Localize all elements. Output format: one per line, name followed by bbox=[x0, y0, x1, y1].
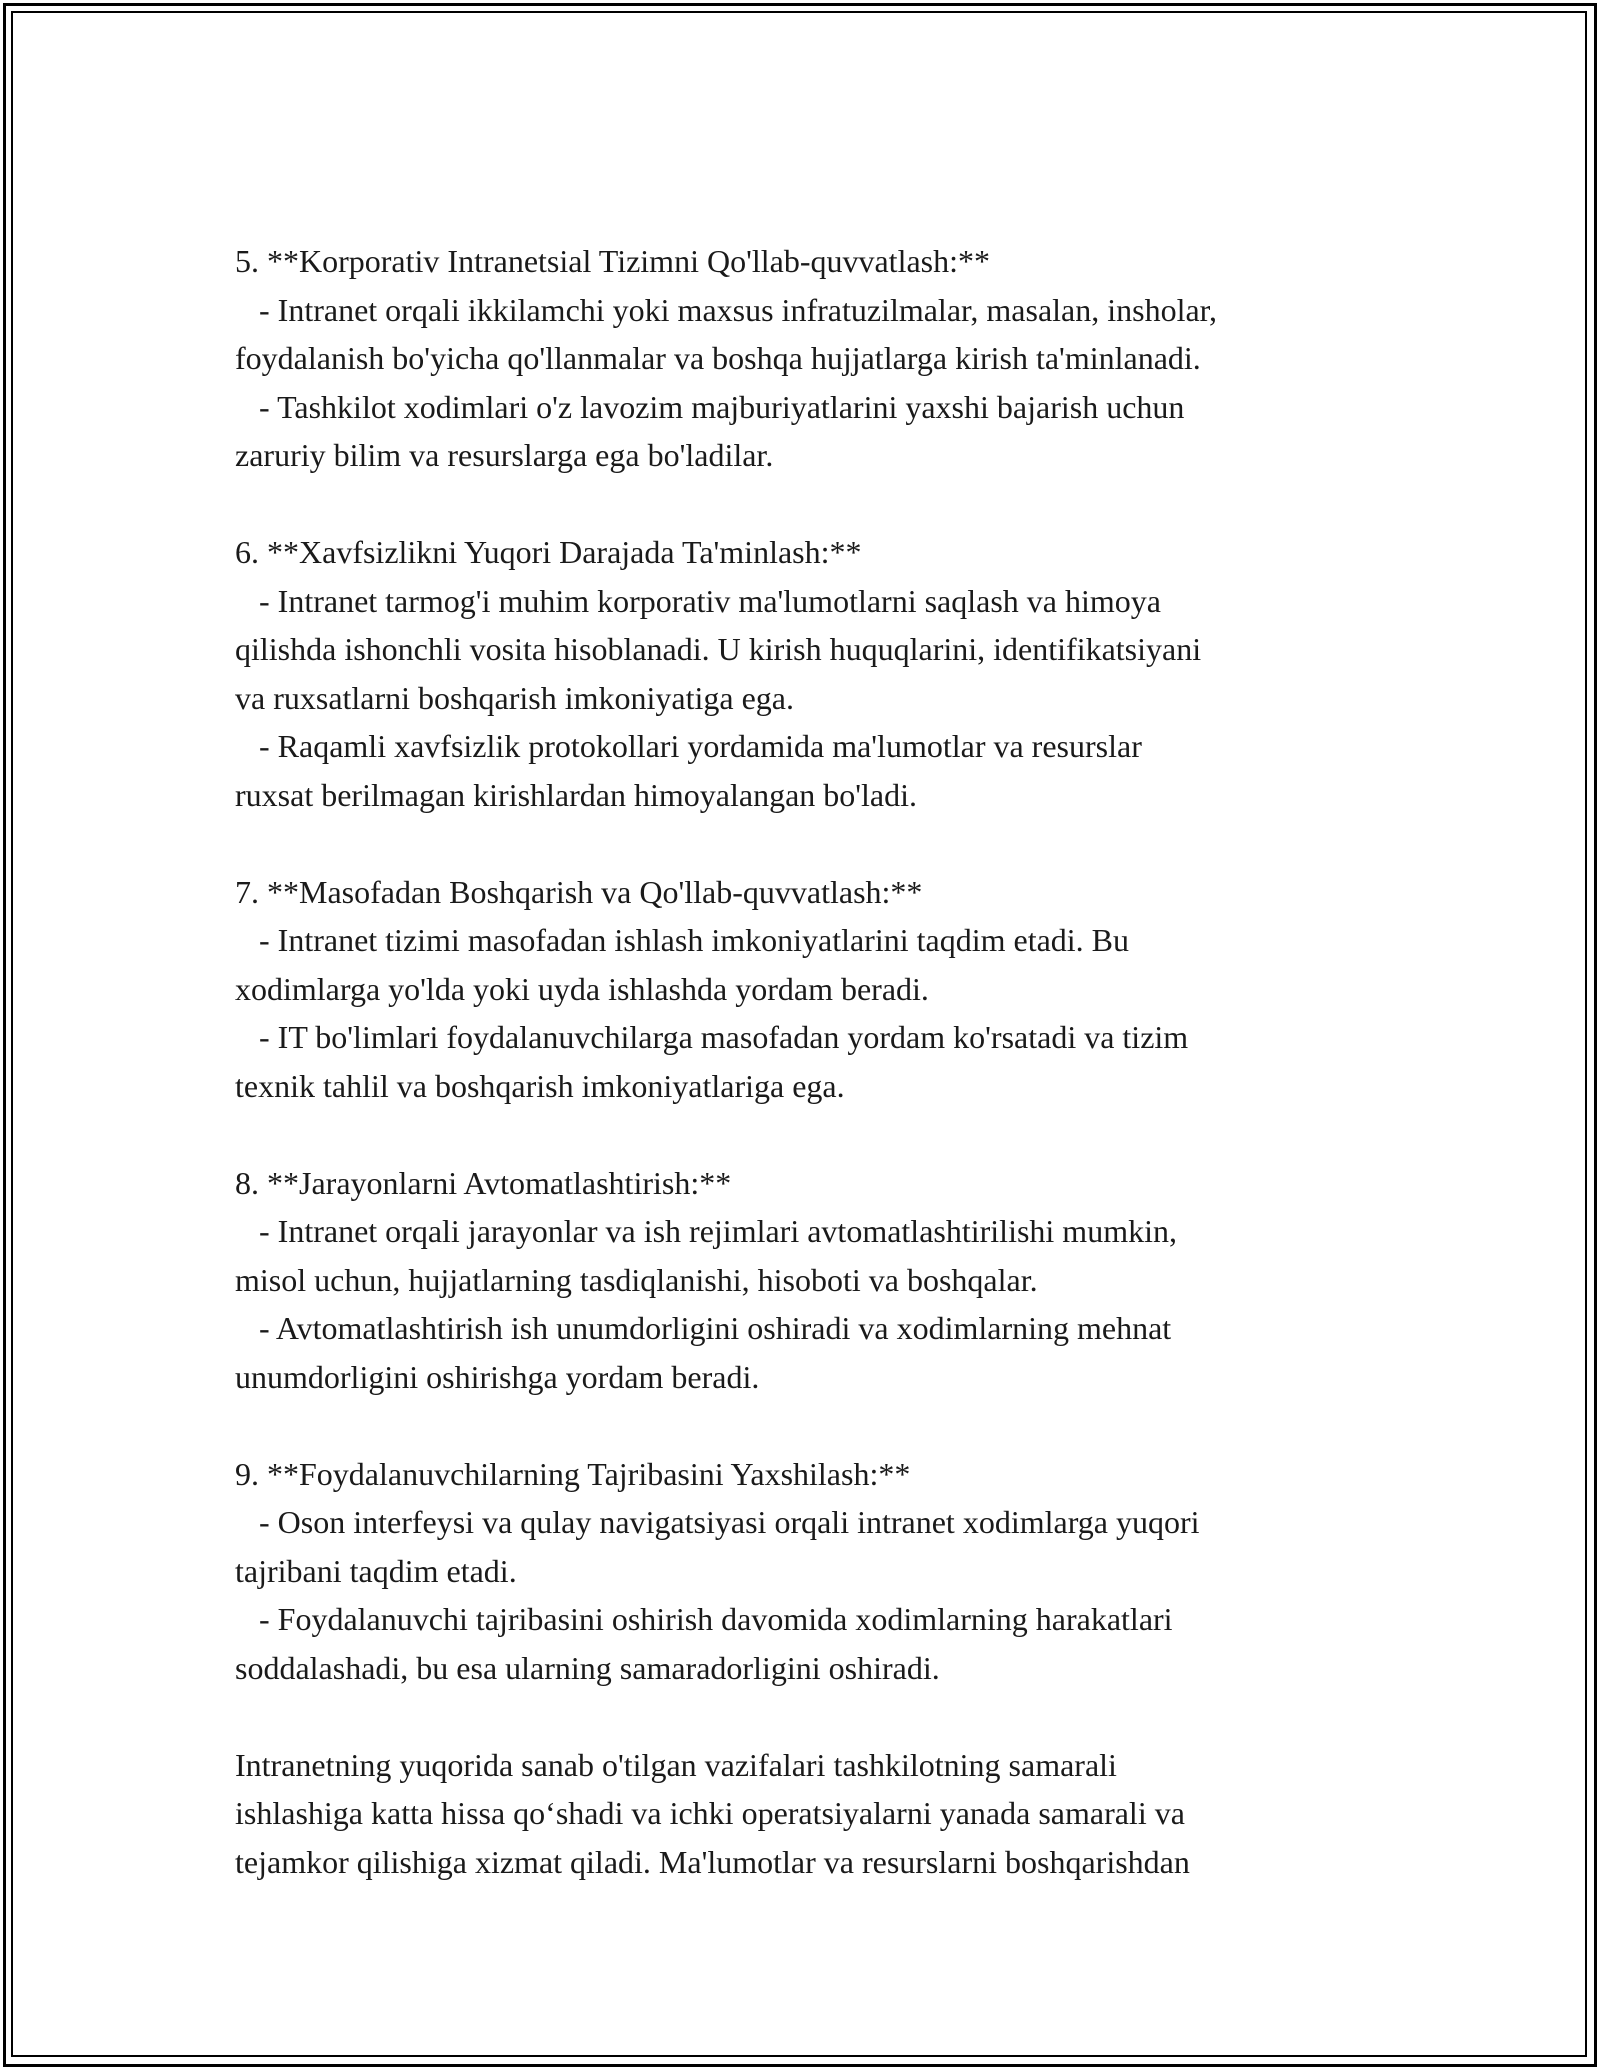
paragraph-line: tajribani taqdim etadi. bbox=[235, 1552, 517, 1589]
section-heading: 5. **Korporativ Intranetsial Tizimni Qo'llab-quvvatlash:** bbox=[235, 243, 990, 279]
paragraph-line: tejamkor qilishiga xizmat qiladi. Ma'lumotlar va resurslarni boshqarishdan bbox=[235, 1843, 1190, 1880]
paragraph-line: - Intranet orqali ikkilamchi yoki maxsus infratuzilmalar, masalan, insholar, bbox=[235, 291, 1218, 328]
paragraph-line: misol uchun, hujjatlarning tasdiqlanishi, hisoboti va boshqalar. bbox=[235, 1261, 1038, 1298]
paragraph-line: ishlashiga katta hissa qo‘shadi va ichki operatsiyalarni yanada samarali va bbox=[235, 1795, 1185, 1831]
blank-line bbox=[235, 819, 1385, 868]
paragraph-line: foydalanish bo'yicha qo'llanmalar va boshqa hujjatlarga kirish ta'minlanadi. bbox=[235, 340, 1201, 376]
conclusion-paragraph bbox=[235, 1741, 1385, 1887]
paragraph-line: texnik tahlil va boshqarish imkoniyatlariga ega. bbox=[235, 1067, 845, 1104]
paragraph-line: soddalashadi, bu esa ularning samaradorligini oshiradi. bbox=[235, 1649, 940, 1686]
paragraph-line: - Oson interfeysi va qulay navigatsiyasi orqali intranet xodimlarga yuqori bbox=[235, 1504, 1200, 1540]
paragraph-line: - Foydalanuvchi tajribasini oshirish davomida xodimlarning harakatlari bbox=[235, 1601, 1173, 1637]
paragraph-line: - Intranet orqali jarayonlar va ish rejimlari avtomatlashtirilishi mumkin, bbox=[235, 1213, 1177, 1249]
section-6 bbox=[235, 528, 1385, 819]
paragraph-line: - Avtomatlashtirish ish unumdorligini oshiradi va xodimlarning mehnat bbox=[235, 1310, 1172, 1346]
section-7 bbox=[235, 868, 1385, 1111]
blank-line bbox=[235, 480, 1385, 529]
paragraph-line: - Tashkilot xodimlari o'z lavozim majburiyatlarini yaxshi bajarish uchun bbox=[235, 388, 1185, 425]
section-heading: 7. **Masofadan Boshqarish va Qo'llab-quvvatlash:** bbox=[235, 873, 923, 910]
blank-line bbox=[235, 1401, 1385, 1450]
paragraph-line: qilishda ishonchli vosita hisoblanadi. U kirish huquqlarini, identifikatsiyani bbox=[235, 631, 1202, 667]
paragraph-line: - Intranet tizimi masofadan ishlash imkoniyatlarini taqdim etadi. Bu bbox=[235, 922, 1130, 958]
paragraph-line: xodimlarga yo'lda yoki uyda ishlashda yordam beradi. bbox=[235, 970, 929, 1007]
section-heading: 6. **Xavfsizlikni Yuqori Darajada Ta'minlash:** bbox=[235, 534, 862, 570]
section-heading: 8. **Jarayonlarni Avtomatlashtirish:** bbox=[235, 1164, 732, 1201]
paragraph-line: zaruriy bilim va resurslarga ega bo'ladilar. bbox=[235, 437, 774, 473]
paragraph-line: - Raqamli xavfsizlik protokollari yordamida ma'lumotlar va resurslar bbox=[235, 728, 1142, 764]
blank-line bbox=[235, 1110, 1385, 1159]
section-5 bbox=[235, 237, 1385, 480]
section-8 bbox=[235, 1159, 1385, 1402]
paragraph-line: Intranetning yuqorida sanab o'tilgan vazifalari tashkilotning samarali bbox=[235, 1746, 1117, 1783]
section-heading: 9. **Foydalanuvchilarning Tajribasini Yaxshilash:** bbox=[235, 1455, 911, 1492]
paragraph-line: unumdorligini oshirishga yordam beradi. bbox=[235, 1358, 760, 1395]
blank-line bbox=[235, 1692, 1385, 1741]
paragraph-line: ruxsat berilmagan kirishlardan himoyalangan bo'ladi. bbox=[235, 776, 918, 813]
document-body bbox=[235, 237, 1385, 1886]
paragraph-line: va ruxsatlarni boshqarish imkoniyatiga ega. bbox=[235, 679, 794, 716]
paragraph-line: - IT bo'limlari foydalanuvchilarga masofadan yordam ko'rsatadi va tizim bbox=[235, 1019, 1189, 1055]
section-9 bbox=[235, 1450, 1385, 1693]
paragraph-line: - Intranet tarmog'i muhim korporativ ma'lumotlarni saqlash va himoya bbox=[235, 582, 1161, 619]
